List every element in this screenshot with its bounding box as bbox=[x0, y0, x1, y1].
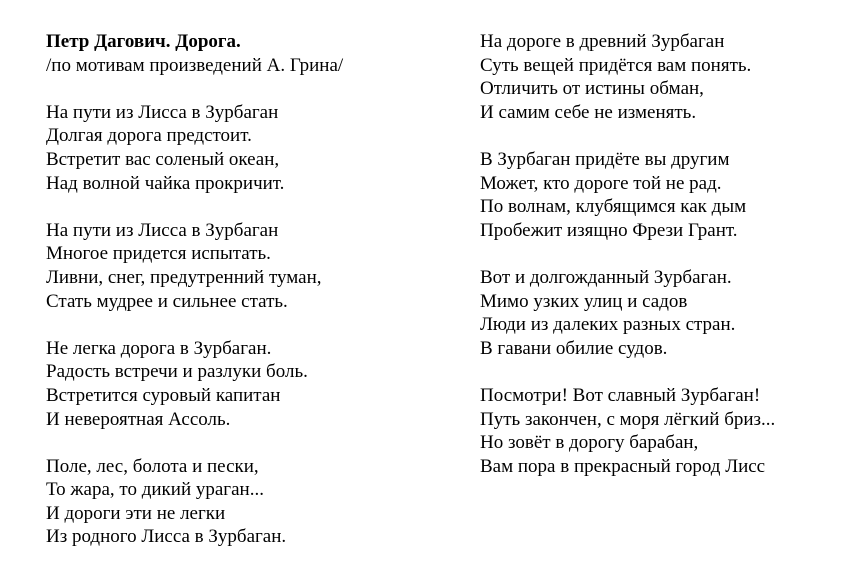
poem-line: Поле, лес, болота и пески, bbox=[46, 455, 259, 477]
poem-line: Пробежит изящно Фрези Грант. bbox=[480, 219, 738, 241]
stanza-right-4 bbox=[480, 384, 850, 478]
poem-line: Путь закончен, с моря лёгкий бриз... bbox=[480, 408, 776, 430]
poem-line: По волнам, клубящимся как дым bbox=[480, 196, 747, 218]
poem-line: Может, кто дороге той не рад. bbox=[480, 172, 722, 194]
poem-line: Не легка дорога в Зурбаган. bbox=[46, 337, 272, 359]
poem-line: Но зовёт в дорогу барабан, bbox=[480, 432, 699, 454]
stanza-right-1 bbox=[480, 30, 850, 124]
poem-line: Долгая дорога предстоит. bbox=[46, 125, 252, 147]
poem-line: Ливни, снег, предутренний туман, bbox=[46, 266, 322, 288]
poem-line: Посмотри! Вот славный Зурбаган! bbox=[480, 384, 761, 406]
left-column bbox=[46, 30, 446, 549]
poem-line: Стать мудрее и сильнее стать. bbox=[46, 290, 288, 312]
poem-line: На дороге в древний Зурбаган bbox=[480, 31, 725, 52]
stanza-left-2 bbox=[46, 219, 446, 313]
stanza-left-3 bbox=[46, 337, 446, 431]
poem-line: В Зурбаган придёте вы другим bbox=[480, 148, 730, 170]
poem-line: Суть вещей придётся вам понять. bbox=[480, 54, 752, 76]
poem-line: То жара, то дикий ураган... bbox=[46, 479, 264, 501]
poem-line: Вам пора в прекрасный город Лисс bbox=[480, 455, 766, 477]
poem-line: И дороги эти не легки bbox=[46, 502, 226, 524]
poem-line: И самим себе не изменять. bbox=[480, 101, 697, 123]
poem-line: Из родного Лисса в Зурбаган. bbox=[46, 526, 287, 548]
right-column bbox=[480, 30, 850, 478]
poem-line: Отличить от истины обман, bbox=[480, 78, 704, 100]
stanza-right-2 bbox=[480, 148, 850, 242]
poem-line: Вот и долгожданный Зурбаган. bbox=[480, 266, 732, 288]
poem-line: Радость встречи и разлуки боль. bbox=[46, 361, 308, 383]
stanza-left-1 bbox=[46, 101, 446, 195]
poem-line: Многое придется испытать. bbox=[46, 243, 271, 265]
poem-line: На пути из Лисса в Зурбаган bbox=[46, 101, 279, 123]
poem-line: И невероятная Ассоль. bbox=[46, 408, 231, 430]
poem-line: Люди из далеких разных стран. bbox=[480, 314, 736, 336]
poem-title: Петр Дагович. Дорога. bbox=[46, 31, 241, 52]
poem-line: Мимо узких улиц и садов bbox=[480, 290, 688, 312]
poem-line: На пути из Лисса в Зурбаган bbox=[46, 219, 279, 241]
poem-line: Встретится суровый капитан bbox=[46, 384, 281, 406]
poem-line: Над волной чайка прокричит. bbox=[46, 172, 285, 194]
stanza-right-3 bbox=[480, 266, 850, 360]
stanza-left-4 bbox=[46, 455, 446, 549]
poem-line: В гавани обилие судов. bbox=[480, 337, 668, 359]
poem-subtitle: /по мотивам произведений А. Грина/ bbox=[46, 54, 344, 76]
poem-line: Встретит вас соленый океан, bbox=[46, 148, 280, 170]
